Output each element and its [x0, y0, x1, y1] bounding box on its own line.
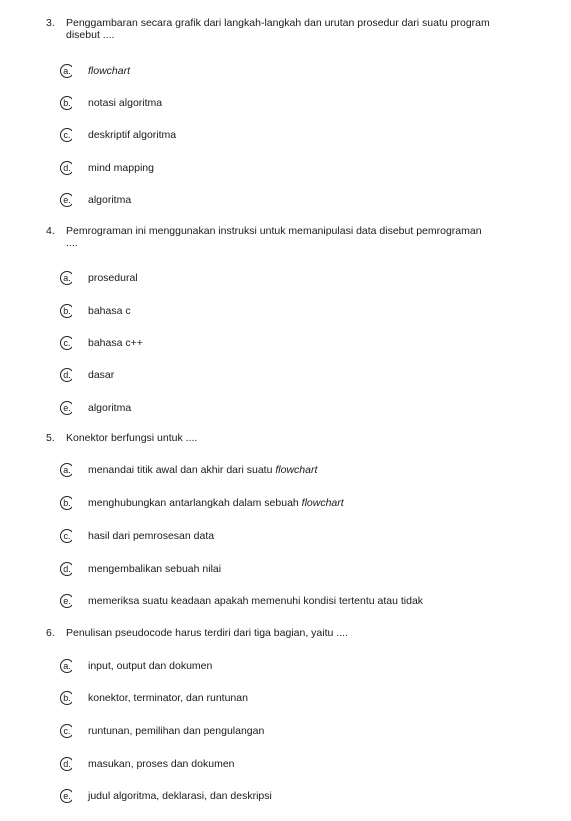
option-e[interactable]	[60, 400, 131, 416]
option-letter-badge: b.	[60, 304, 74, 318]
question-text	[66, 432, 506, 444]
option-text: bahasa c++	[88, 337, 143, 349]
option-text	[88, 497, 344, 509]
option-text: mind mapping	[88, 162, 154, 174]
question-text-line: Penulisan pseudocode harus terdiri dari tiga bagian, yaitu ....	[66, 627, 348, 639]
option-text: dasar	[88, 369, 115, 381]
option-letter-badge: d.	[60, 161, 74, 175]
option-c[interactable]	[60, 127, 176, 143]
option-text-main: menghubungkan antarlangkah dalam sebuah	[88, 497, 302, 509]
option-text: prosedural	[88, 272, 138, 284]
option-letter-badge: e.	[60, 789, 74, 803]
option-text: algoritma	[88, 402, 132, 414]
option-text: mengembalikan sebuah nilai	[88, 563, 222, 575]
option-letter-badge: c.	[60, 128, 74, 142]
option-d[interactable]	[60, 367, 114, 383]
option-d[interactable]	[60, 561, 221, 577]
option-text: runtunan, pemilihan dan pengulangan	[88, 725, 265, 737]
option-text: notasi algoritma	[88, 97, 163, 109]
option-a[interactable]	[60, 270, 138, 286]
option-letter-badge: d.	[60, 757, 74, 771]
question-text-line: Penggambaran secara grafik dari langkah-langkah dan urutan prosedur dari suatu program	[66, 17, 490, 29]
option-letter-badge: a.	[60, 64, 74, 78]
question-text-line: disebut ....	[66, 29, 115, 41]
option-text: hasil dari pemrosesan data	[88, 530, 215, 542]
option-text: flowchart	[88, 65, 131, 77]
question-text-line: Konektor berfungsi untuk ....	[66, 432, 198, 444]
option-text-main: menandai titik awal dan akhir dari suatu	[88, 464, 276, 476]
question-text-line: Pemrograman ini menggunakan instruksi untuk memanipulasi data disebut pemrograman	[66, 225, 482, 237]
option-letter-badge: c.	[60, 529, 74, 543]
option-text: judul algoritma, deklarasi, dan deskripsi	[88, 790, 272, 802]
question-number: 6.	[46, 627, 55, 639]
question-text	[66, 627, 506, 639]
option-b[interactable]	[60, 303, 131, 319]
option-letter-badge: b.	[60, 96, 74, 110]
option-a[interactable]	[60, 63, 130, 79]
question-number: 4.	[46, 225, 55, 237]
option-a[interactable]	[60, 462, 317, 478]
option-text-emph: flowchart	[275, 464, 318, 476]
option-letter-badge: b.	[60, 691, 74, 705]
option-text: masukan, proses dan dokumen	[88, 758, 235, 770]
option-d[interactable]	[60, 160, 154, 176]
question-number: 5.	[46, 432, 55, 444]
option-b[interactable]	[60, 690, 248, 706]
option-letter-badge: d.	[60, 368, 74, 382]
option-text: deskriptif algoritma	[88, 129, 177, 141]
option-letter-badge: a.	[60, 659, 74, 673]
option-e[interactable]	[60, 192, 131, 208]
option-text: algoritma	[88, 194, 132, 206]
option-letter-badge: b.	[60, 496, 74, 510]
option-b[interactable]	[60, 495, 344, 511]
option-text: memeriksa suatu keadaan apakah memenuhi kondisi tertentu atau tidak	[88, 595, 424, 607]
option-c[interactable]	[60, 723, 264, 739]
question-text	[66, 17, 506, 41]
option-letter-badge: e.	[60, 594, 74, 608]
option-text: bahasa c	[88, 305, 131, 317]
option-b[interactable]	[60, 95, 162, 111]
option-text: input, output dan dokumen	[88, 660, 213, 672]
option-e[interactable]	[60, 788, 272, 804]
option-letter-badge: e.	[60, 401, 74, 415]
option-c[interactable]	[60, 528, 214, 544]
option-letter-badge: c.	[60, 336, 74, 350]
option-c[interactable]	[60, 335, 143, 351]
question-text-line: ....	[66, 237, 78, 249]
option-letter-badge: e.	[60, 193, 74, 207]
option-text: konektor, terminator, dan runtunan	[88, 692, 248, 704]
question-text	[66, 225, 506, 249]
option-letter-badge: d.	[60, 562, 74, 576]
option-e[interactable]	[60, 593, 423, 609]
question-number: 3.	[46, 17, 55, 29]
option-letter-badge: a.	[60, 271, 74, 285]
option-letter-badge: c.	[60, 724, 74, 738]
option-letter-badge: a.	[60, 463, 74, 477]
option-d[interactable]	[60, 756, 235, 772]
option-a[interactable]	[60, 658, 212, 674]
option-text	[88, 464, 317, 476]
option-text-emph: flowchart	[301, 497, 344, 509]
